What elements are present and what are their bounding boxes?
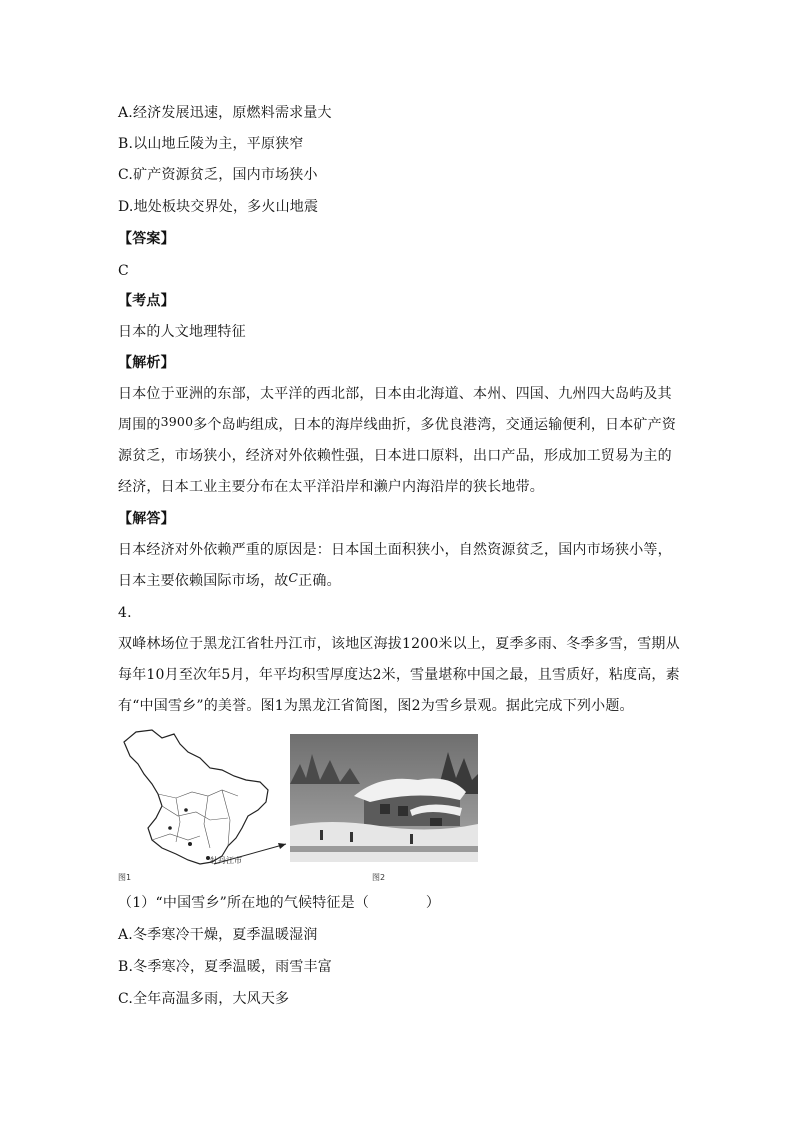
option-d: D.地处板块交界处，多火山地震 [118, 199, 319, 215]
sub-question-1: （1）“中国雪乡”所在地的气候特征是（ ） [118, 895, 441, 911]
question-4-number: 4. [118, 605, 132, 621]
city-dot [168, 826, 172, 830]
answer-heading: 【答案】 [118, 231, 175, 247]
island-count: 3900 [160, 414, 194, 429]
sub-q1-option-a: A.冬季寒冷干燥，夏季温暖湿润 [118, 927, 318, 943]
option-b: B.以山地丘陵为主，平原狭窄 [118, 136, 304, 152]
province-outline [124, 730, 268, 864]
kaodian-text: 日本的人文地理特征 [118, 324, 246, 340]
figure-2-label: 图2 [372, 873, 386, 882]
jiexi-line-3: 源贫乏，市场狭小，经济对外依赖性强，日本进口原料，出口产品，形成加工贸易为主的 [118, 448, 672, 464]
kaodian-heading: 【考点】 [118, 293, 175, 309]
jiexi-line-2 [118, 416, 676, 434]
heilongjiang-map-figure [118, 724, 288, 884]
jieda-letter: C [288, 570, 299, 585]
jiexi-line-2-pre: 周围的 [118, 417, 161, 433]
sub-q1-option-c: C.全年高温多雨，大风天多 [118, 991, 290, 1007]
sub-q1-option-b: B.冬季寒冷，夏季温暖，雨雪丰富 [118, 959, 332, 975]
answer-value: C [118, 263, 129, 279]
q4-intro-line-3: 有“中国雪乡”的美誉。图1为黑龙江省简图，图2为雪乡景观。据此完成下列小题。 [118, 698, 634, 714]
city-dot [184, 808, 188, 812]
jieda-line-2 [118, 572, 341, 590]
jiexi-heading: 【解析】 [118, 355, 175, 371]
jieda-heading: 【解答】 [118, 511, 175, 527]
option-a: A.经济发展迅速，原燃料需求量大 [118, 105, 332, 121]
q4-intro-line-1: 双峰林场位于黑龙江省牡丹江市，该地区海拔1200米以上，夏季多雨、冬季多雪，雪期从 [118, 636, 680, 652]
jiexi-line-2-post: 多个岛屿组成，日本的海岸线曲折，多优良港湾，交通运输便利，日本矿产资 [193, 417, 677, 433]
jieda-line-2-post: 正确。 [298, 573, 341, 589]
snow-village-photo [290, 734, 478, 862]
jiexi-line-4: 经济，日本工业主要分布在太平洋沿岸和濑户内海沿岸的狭长地带。 [118, 479, 544, 495]
jiexi-line-1: 日本位于亚洲的东部，太平洋的西北部，日本由北海道、本州、四国、九州四大岛屿及其 [118, 386, 672, 402]
figure-1-label: 图1 [118, 873, 132, 882]
city-dot [188, 842, 192, 846]
option-c: C.矿产资源贫乏，国内市场狭小 [118, 167, 318, 183]
jieda-line-2-pre: 日本主要依赖国际市场，故 [118, 573, 289, 589]
jieda-line-1: 日本经济对外依赖严重的原因是：日本国土面积狭小，自然资源贫乏，国内市场狭小等， [118, 542, 672, 558]
q4-intro-line-2: 每年10月至次年5月，年平均积雪厚度达2米，雪量堪称中国之最，且雪质好，粘度高，素 [118, 667, 680, 683]
city-label: 牡丹江市 [210, 856, 242, 865]
